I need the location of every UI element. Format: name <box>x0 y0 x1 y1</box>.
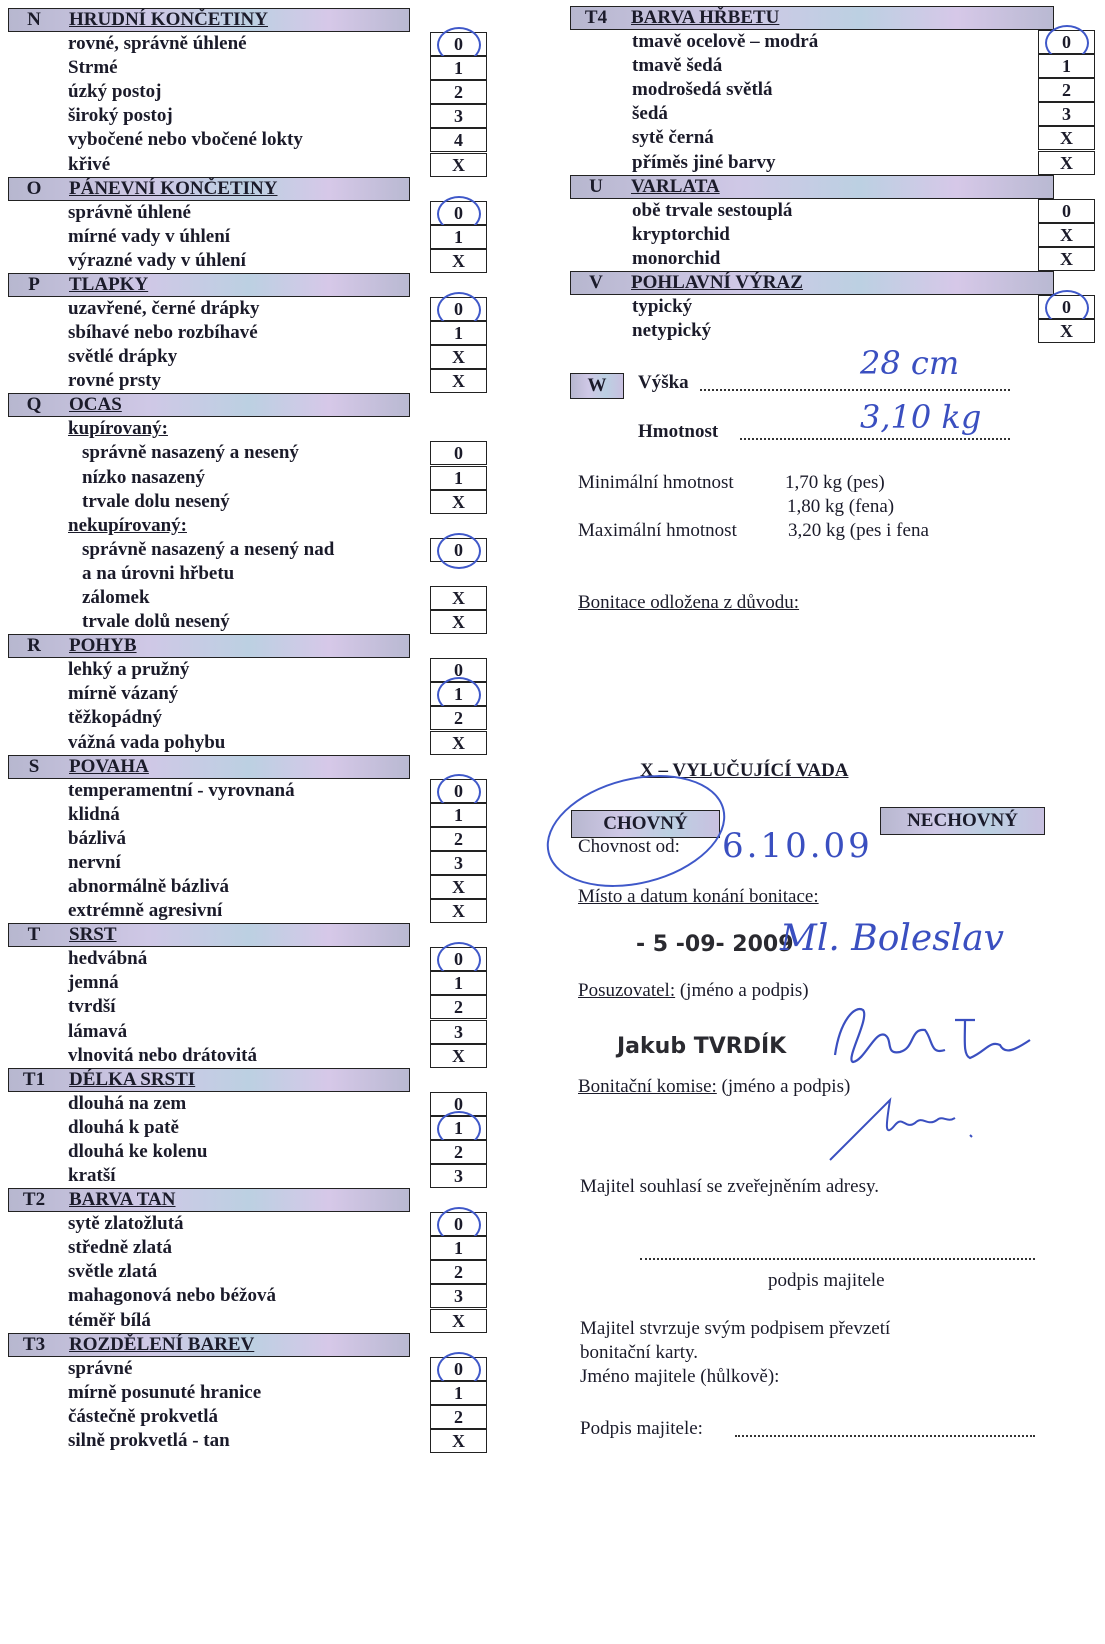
owner-signature-dotted <box>735 1435 1035 1437</box>
criterion-label: tmavě šedá <box>632 55 723 77</box>
section-code: S <box>28 755 40 777</box>
score-box-selected: 1 <box>430 1116 487 1140</box>
score-box: 2 <box>430 706 487 730</box>
score-box: 2 <box>430 1140 487 1164</box>
section-header-q <box>8 393 410 417</box>
criterion-label: správně nasazený a nesený <box>82 442 299 464</box>
criterion-label: světle zlatá <box>68 1261 158 1283</box>
criterion-label: Strmé <box>68 57 118 79</box>
section-code: Q <box>26 394 42 416</box>
score-box-selected: 0 <box>430 297 487 321</box>
section-header-t2 <box>8 1188 410 1212</box>
score-box: 2 <box>430 995 487 1019</box>
subsection-label: kupírovaný: <box>68 418 168 440</box>
criterion-label: vybočené nebo vbočené lokty <box>68 129 303 151</box>
section-title: HRUDNÍ KONČETINY <box>69 9 268 30</box>
score-box: X <box>430 610 487 634</box>
criterion-label: tvrdší <box>68 996 116 1018</box>
breeding-no-badge: NECHOVNÝ <box>880 807 1045 835</box>
owner-signature-caption: podpis majitele <box>768 1270 885 1291</box>
section-code: T <box>27 924 41 946</box>
score-box: 3 <box>430 104 487 128</box>
criterion-label: typický <box>632 295 693 317</box>
criterion-label: klidná <box>68 803 120 825</box>
criterion-label: lámavá <box>68 1020 128 1042</box>
criterion-label: zálomek <box>82 587 150 608</box>
criterion-label: úzký postoj <box>68 81 162 103</box>
criterion-label: rovné prsty <box>68 370 162 392</box>
subsection-label: nekupírovaný: <box>68 514 187 536</box>
criterion-label: vlnovitá nebo drátovitá <box>68 1044 257 1066</box>
section-title: POVAHA <box>69 755 149 777</box>
section-title: PÁNEVNÍ KONČETINY <box>69 177 278 199</box>
criterion-label: temperamentní - vyrovnaná <box>68 779 295 801</box>
section-title: POHYB <box>69 635 137 657</box>
criterion-label: sbíhavé nebo rozbíhavé <box>68 322 258 343</box>
score-box: 1 <box>430 56 487 80</box>
score-box: X <box>430 586 487 610</box>
weight-value: 3,10 kg <box>860 398 982 436</box>
height-label: Výška <box>638 372 689 393</box>
section-code: O <box>26 177 42 199</box>
section-code: N <box>27 9 41 30</box>
score-box: 3 <box>430 1284 487 1308</box>
criterion-label: rovné, správně úhlené <box>68 33 247 54</box>
criterion-label: extrémně agresivní <box>68 900 223 922</box>
breeding-since-value: 6.10.09 <box>722 826 873 866</box>
section-header-r <box>8 634 410 658</box>
criterion-label: uzavřené, černé drápky <box>68 297 260 319</box>
criterion-label: příměs jiné barvy <box>632 151 776 173</box>
criterion-label: nervní <box>68 851 121 873</box>
score-box-selected: 1 <box>430 682 487 706</box>
section-code: T3 <box>22 1333 46 1355</box>
section-code: U <box>589 175 603 197</box>
section-header-t4 <box>570 6 1054 30</box>
section-header-n <box>8 8 410 32</box>
score-box: 0 <box>1038 199 1095 223</box>
section-code: V <box>589 271 603 293</box>
score-box: X <box>430 249 487 273</box>
section-title: BARVA TAN <box>69 1189 176 1211</box>
section-title: TLAPKY <box>69 273 149 295</box>
section-code: R <box>27 635 41 657</box>
section-title: SRST <box>69 924 117 946</box>
max-weight-label: Maximální hmotnost <box>578 520 737 541</box>
criterion-label: široký postoj <box>68 105 173 127</box>
criterion-label: správně nasazený a nesený nad <box>82 538 335 560</box>
criterion-label: netypický <box>632 320 712 341</box>
score-box-selected: 0 <box>430 201 487 225</box>
criterion-label: trvale dolu nesený <box>82 490 230 512</box>
section-code: T1 <box>22 1068 46 1090</box>
score-box-selected: 0 <box>430 32 487 56</box>
section-code-w: W <box>570 373 624 399</box>
judge-label: Posuzovatel: (jméno a podpis) <box>578 980 809 1001</box>
owner-name-label: Jméno majitele (hůlkově): <box>580 1366 780 1387</box>
criterion-label: sytě zlatožlutá <box>68 1213 184 1235</box>
score-box: X <box>430 875 487 899</box>
score-box: 2 <box>1038 78 1095 102</box>
height-value: 28 cm <box>860 344 960 382</box>
score-box: 2 <box>430 1405 487 1429</box>
section-title: VARLATA <box>631 175 720 197</box>
score-box-selected: 0 <box>430 947 487 971</box>
section-code: T2 <box>22 1189 46 1211</box>
score-box: 2 <box>430 1260 487 1284</box>
section-header-o <box>8 177 410 201</box>
score-box: X <box>1038 223 1095 247</box>
score-box-selected: 0 <box>430 1212 487 1236</box>
criterion-label: křivé <box>68 153 111 175</box>
criterion-label: abnormálně bázlivá <box>68 876 229 897</box>
section-header-v <box>570 271 1054 295</box>
criterion-label: těžkopádný <box>68 707 162 729</box>
criterion-label: modrošedá světlá <box>632 79 773 101</box>
score-box: X <box>430 1429 487 1453</box>
score-box: X <box>430 490 487 514</box>
criterion-label: dlouhá ke kolenu <box>68 1140 208 1162</box>
score-box: X <box>430 1044 487 1068</box>
section-header-t1 <box>8 1068 410 1092</box>
section-header-t <box>8 923 410 947</box>
criterion-label: vážná vada pohybu <box>68 731 226 753</box>
score-box: 1 <box>430 1381 487 1405</box>
max-weight-value: 3,20 kg (pes i fena <box>788 520 929 541</box>
criterion-label: mahagonová nebo béžová <box>68 1285 276 1307</box>
owner-consent: Majitel souhlasí se zveřejněním adresy. <box>580 1176 879 1197</box>
owner-signature-line <box>640 1258 1035 1260</box>
criterion-label: dlouhá k patě <box>68 1116 179 1138</box>
score-box: X <box>1038 319 1095 343</box>
score-box: 3 <box>1038 102 1095 126</box>
deferred-label: Bonitace odložena z důvodu: <box>578 592 800 613</box>
criterion-label: kratší <box>68 1165 116 1186</box>
criterion-label: dlouhá na zem <box>68 1092 187 1114</box>
criterion-label: téměř bílá <box>68 1309 151 1331</box>
score-box: X <box>430 345 487 369</box>
exclusion-label: X – VYLUČUJÍCÍ VADA <box>640 760 849 781</box>
section-title: POHLAVNÍ VÝRAZ <box>631 271 803 293</box>
score-box: X <box>430 731 487 755</box>
score-box-selected: 0 <box>430 538 487 562</box>
section-title: ROZDĚLENÍ BAREV <box>69 1333 255 1355</box>
criterion-label: šedá <box>632 103 668 125</box>
criterion-label: jemná <box>68 972 119 994</box>
criterion-label: mírné vady v úhlení <box>68 225 231 247</box>
score-box: 0 <box>430 658 487 682</box>
weight-dotted-line <box>740 438 1010 440</box>
score-box-selected: 0 <box>430 779 487 803</box>
score-box: X <box>430 153 487 177</box>
score-box: X <box>430 899 487 923</box>
score-box-selected: 0 <box>1038 295 1095 319</box>
criterion-label: hedvábná <box>68 948 148 970</box>
owner-signature-label: Podpis majitele: <box>580 1418 703 1439</box>
score-box: 0 <box>430 441 487 465</box>
section-code: P <box>28 273 40 295</box>
criterion-label: světlé drápky <box>68 346 178 368</box>
commission-label: Bonitační komise: (jméno a podpis) <box>578 1076 851 1097</box>
criterion-label: bázlivá <box>68 827 127 849</box>
owner-confirm-line1: Majitel stvrzuje svým podpisem převzetí <box>580 1318 891 1339</box>
criterion-label: sytě černá <box>632 127 714 149</box>
score-box: 2 <box>430 80 487 104</box>
criterion-label: obě trvale sestouplá <box>632 199 793 221</box>
criterion-label: mírně vázaný <box>68 683 179 705</box>
criterion-label: středně zlatá <box>68 1237 172 1259</box>
commission-signature <box>825 1085 985 1165</box>
criterion-label: částečně prokvetlá <box>68 1405 219 1427</box>
score-box: 1 <box>430 321 487 345</box>
score-box: 2 <box>430 827 487 851</box>
place-handwritten: Ml. Boleslav <box>780 918 1004 959</box>
criterion-label: silně prokvetlá - tan <box>68 1429 230 1451</box>
score-box: 3 <box>430 851 487 875</box>
score-box: 3 <box>430 1020 487 1044</box>
breeding-since-label: Chovnost od: <box>578 836 680 857</box>
owner-confirm-line2: bonitační karty. <box>580 1342 699 1363</box>
min-weight-female: 1,80 kg (fena) <box>787 496 895 517</box>
judge-name-stamp: Jakub TVRDÍK <box>617 1034 787 1059</box>
breeding-yes-badge: CHOVNÝ <box>571 810 720 838</box>
score-box: 1 <box>430 1236 487 1260</box>
min-weight-label: Minimální hmotnost <box>578 472 734 493</box>
place-date-label: Místo a datum konání bonitace: <box>578 886 819 907</box>
criterion-label: mírně posunuté hranice <box>68 1381 262 1403</box>
criterion-label: monorchid <box>632 247 721 269</box>
score-box: 1 <box>430 466 487 490</box>
section-code: T4 <box>584 7 608 28</box>
date-stamp: - 5 -09- 2009 <box>636 932 794 957</box>
criterion-label: správné <box>68 1357 133 1379</box>
score-box: 4 <box>430 128 487 152</box>
section-title: BARVA HŘBETU <box>631 7 780 28</box>
score-box: X <box>1038 247 1095 271</box>
criterion-label: trvale dolů nesený <box>82 611 230 633</box>
section-title: DÉLKA SRSTI <box>69 1068 196 1090</box>
score-box: 1 <box>430 971 487 995</box>
criterion-label: a na úrovni hřbetu <box>82 562 235 584</box>
criterion-label: tmavě ocelově – modrá <box>632 31 819 52</box>
score-box: X <box>1038 126 1095 150</box>
criterion-label: výrazné vady v úhlení <box>68 249 246 271</box>
score-box-selected: 0 <box>430 1357 487 1381</box>
score-box: 1 <box>430 803 487 827</box>
score-box: X <box>430 369 487 393</box>
criterion-label: lehký a pružný <box>68 659 190 681</box>
section-title: OCAS <box>69 394 122 416</box>
criterion-label: správně úhlené <box>68 201 191 223</box>
section-header-p <box>8 273 410 297</box>
score-box: 1 <box>1038 54 1095 78</box>
score-box: X <box>430 1309 487 1333</box>
score-box: X <box>1038 151 1095 175</box>
section-header-s <box>8 755 410 779</box>
criterion-label: nízko nasazený <box>82 466 205 488</box>
height-dotted-line <box>700 389 1010 391</box>
score-box-selected: 0 <box>1038 30 1095 54</box>
score-box: 3 <box>430 1164 487 1188</box>
min-weight-male: 1,70 kg (pes) <box>785 472 885 493</box>
criterion-label: kryptorchid <box>632 223 730 245</box>
judge-signature <box>815 1000 1045 1070</box>
score-box: 0 <box>430 1092 487 1116</box>
score-box: 1 <box>430 225 487 249</box>
weight-label: Hmotnost <box>638 421 719 442</box>
section-header-u <box>570 175 1054 199</box>
section-header-t3 <box>8 1333 410 1357</box>
